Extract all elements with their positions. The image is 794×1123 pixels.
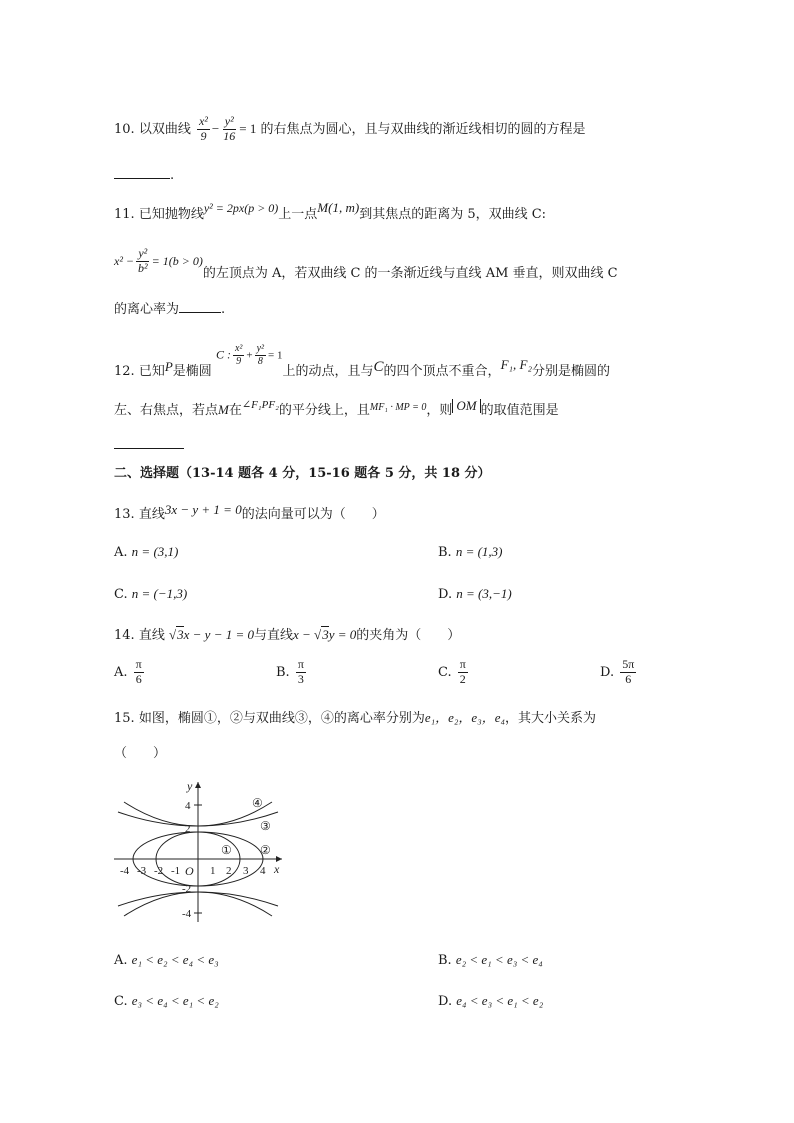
q12-frac-x: $\frac{\text{x²}}{9}$ <box>234 343 243 367</box>
x-tick-4: 4 <box>260 865 266 877</box>
x-tick-3: 3 <box>243 865 249 877</box>
q11-hyp-lhs: x² − <box>114 253 135 268</box>
option-text: e₄ < e₃ < e₁ < e₂ <box>456 993 544 1008</box>
q11-blank[interactable] <box>179 302 221 313</box>
q15-figure <box>110 776 290 926</box>
question-10 <box>114 115 586 144</box>
section-2-title: 二、选择题（13-14 题各 4 分，15-16 题各 5 分，共 18 分） <box>114 466 491 481</box>
q11-line-3 <box>114 302 225 318</box>
y-tick-2: 2 <box>185 823 191 835</box>
q13-post: 的法向量可以为（ ） <box>241 507 385 522</box>
option-text: n = (−1,3) <box>131 586 188 601</box>
q15-post: ，其大小关系为 <box>505 711 597 726</box>
q11-hyp-rhs: = 1(b > 0) <box>151 253 203 268</box>
q12-blank[interactable] <box>114 438 184 449</box>
q10-text-pre: 以双曲线 <box>138 121 191 137</box>
q14-option-a[interactable] <box>114 658 146 687</box>
q11-point: M(1, m) <box>317 200 360 215</box>
q12-foci: F₁, F₂ <box>500 356 532 372</box>
x-tick-2: 2 <box>226 865 232 877</box>
q12-c-label: C : <box>215 347 231 362</box>
q12-line2-b: 在 <box>228 403 242 418</box>
option-letter: C. <box>438 664 452 680</box>
option-letter: D. <box>438 994 453 1009</box>
option-letter: C. <box>114 994 128 1009</box>
q12-plus: + <box>246 349 253 362</box>
q12-dot-product: MF₁ · MP = 0 <box>369 402 427 413</box>
q12-mid3: 的四个顶点不重合， <box>383 363 501 379</box>
q12-om-abs: OM <box>452 399 480 413</box>
q11-mid2: 到其焦点的距离为 5，双曲线 C: <box>359 207 547 222</box>
question-14 <box>114 627 460 644</box>
q11-end: . <box>221 302 226 317</box>
q10-frac-x: $\frac{\text{x²}}{9}$ <box>198 114 208 143</box>
y-tick-neg4: -4 <box>182 908 192 920</box>
q13-equation: 3x − y + 1 = 0 <box>164 502 242 517</box>
q13-option-a[interactable] <box>114 544 178 561</box>
q10-answer-line <box>114 168 174 184</box>
question-15 <box>114 710 596 727</box>
option-fraction: $\frac{\pi}{6}$ <box>135 657 142 686</box>
option-letter: C. <box>114 587 128 602</box>
option-text: e₁ < e₂ < e₄ < e₃ <box>131 952 219 967</box>
q12-c: C <box>373 358 384 375</box>
q15-number: 15. <box>114 711 135 726</box>
question-11 <box>114 200 547 223</box>
curve-label-3: ③ <box>260 819 271 833</box>
q10-frac-y: $\frac{\text{y²}}{16}$ <box>223 114 236 143</box>
option-text: n = (1,3) <box>455 544 503 559</box>
option-letter: B. <box>438 545 452 560</box>
q11-text-pre: 已知抛物线 <box>138 207 204 222</box>
q15-option-c[interactable] <box>114 993 219 1010</box>
q11-line3-text: 的离心率为 <box>114 302 180 317</box>
q12-line2-e: 的取值范围是 <box>480 403 559 418</box>
question-12 <box>114 343 610 379</box>
option-text: n = (3,−1) <box>456 586 512 601</box>
x-tick-1: 1 <box>210 865 216 877</box>
q14-option-b[interactable] <box>276 658 308 687</box>
y-tick-4: 4 <box>185 800 191 812</box>
q12-frac-y: $\frac{\text{y²}}{8}$ <box>256 343 265 367</box>
q10-number: 10. <box>114 121 135 137</box>
q11-parabola: y² = 2px(p > 0) <box>203 201 279 215</box>
q10-blank[interactable] <box>114 168 170 179</box>
q10-end: . <box>170 168 175 183</box>
q15-vars: e₁，e₂，e₃，e₄ <box>424 710 506 725</box>
q12-mid1: 是椭圆 <box>172 363 212 379</box>
q15-paren: （ ） <box>114 746 167 761</box>
q10-text-post: 的右焦点为圆心，且与双曲线的渐近线相切的圆的方程是 <box>260 121 586 137</box>
option-letter: D. <box>600 664 615 680</box>
origin-label: O <box>185 864 194 878</box>
q12-angle: ∠F₁PF₂ <box>241 399 279 411</box>
q12-rhs: = 1 <box>268 349 283 362</box>
x-tick-neg2: -2 <box>154 865 164 877</box>
option-fraction: $\frac{\pi}{2}$ <box>459 657 466 686</box>
q12-p: P <box>164 358 173 374</box>
option-letter: A. <box>114 664 128 680</box>
q10-minus: − <box>211 120 220 136</box>
option-text: e₂ < e₁ < e₃ < e₄ <box>455 952 543 967</box>
curve-label-2: ② <box>260 843 271 857</box>
q15-pre: 如图，椭圆①，②与双曲线③，④的离心率分别为 <box>138 711 425 726</box>
option-text: n = (3,1) <box>131 544 179 559</box>
q11-line-2 <box>114 246 618 281</box>
q12-line2-d: ，则 <box>426 403 453 418</box>
question-13 <box>114 502 385 523</box>
q13-number: 13. <box>114 507 135 522</box>
option-fraction: $\frac{5\pi}{6}$ <box>622 657 635 686</box>
q11-line2-text: 的左顶点为 A，若双曲线 C 的一条渐近线与直线 AM 垂直，则双曲线 C <box>202 265 618 281</box>
q13-pre: 直线 <box>138 507 165 522</box>
q15-option-b[interactable] <box>438 952 543 969</box>
q11-mid1: 上一点 <box>278 207 318 222</box>
q14-number: 14. <box>114 628 135 643</box>
option-letter: A. <box>114 545 128 560</box>
y-tick-neg2: -2 <box>182 883 192 895</box>
option-letter: B. <box>276 664 290 680</box>
q12-line-2 <box>114 398 559 419</box>
option-fraction: $\frac{\pi}{3}$ <box>297 657 304 686</box>
y-axis-label: y <box>187 779 193 793</box>
curve-label-4: ④ <box>252 796 263 810</box>
curve-label-1: ① <box>221 843 232 857</box>
q14-option-c[interactable] <box>438 658 470 687</box>
q14-pre: 直线 <box>138 628 165 643</box>
q12-m: M <box>218 402 229 417</box>
option-letter: B. <box>438 953 452 968</box>
x-axis-label: x <box>274 862 280 876</box>
x-tick-neg4: -4 <box>120 865 130 877</box>
q13-option-d[interactable] <box>438 586 512 603</box>
option-letter: D. <box>438 587 453 602</box>
q12-line2-c: 的平分线上，且 <box>278 403 370 418</box>
q10-rhs: = 1 <box>239 120 257 136</box>
q14-eq1: √3x − y − 1 = 0 <box>168 627 254 642</box>
q12-mid2: 上的动点，且与 <box>282 363 374 379</box>
option-text: e₃ < e₄ < e₁ < e₂ <box>131 993 219 1008</box>
q12-number: 12. <box>114 363 135 379</box>
x-tick-neg1: -1 <box>171 865 181 877</box>
x-tick-neg3: -3 <box>137 865 147 877</box>
q14-mid: 与直线 <box>253 628 293 643</box>
q12-mid4: 分别是椭圆的 <box>531 363 610 379</box>
q12-line2-a: 左、右焦点，若点 <box>114 403 219 418</box>
q11-hyp-frac: $\frac{\text{y²}}{\text{b²}}$ <box>138 246 148 275</box>
q12-answer-line <box>114 438 184 454</box>
q15-option-a[interactable] <box>114 952 219 969</box>
q13-option-c[interactable] <box>114 586 187 603</box>
q14-post: 的夹角为（ ） <box>356 628 461 643</box>
option-letter: A. <box>114 953 128 968</box>
q13-option-b[interactable] <box>438 544 503 561</box>
q11-number: 11. <box>114 207 135 222</box>
q14-eq2: x − √3y = 0 <box>293 627 357 642</box>
q12-pre: 已知 <box>138 363 165 379</box>
q14-option-d[interactable] <box>600 658 638 687</box>
q15-option-d[interactable] <box>438 993 543 1010</box>
